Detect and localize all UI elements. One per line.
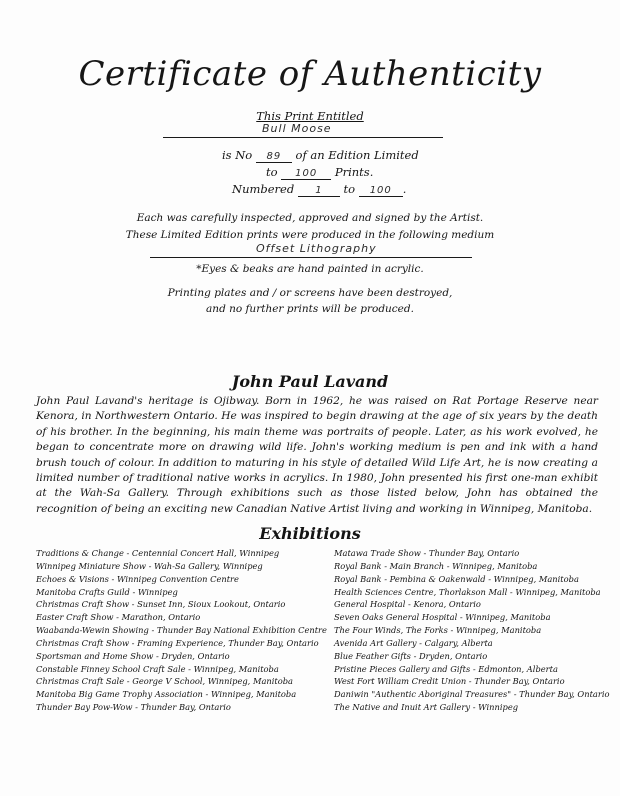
exhibition-item: Manitoba Big Game Trophy Association - Winnipeg, Manitoba: [36, 689, 297, 700]
exhibitions-left-column: [36, 547, 327, 714]
exhibition-item: Christmas Craft Sale - George V School, Winnipeg, Manitoba: [36, 676, 293, 687]
exhibition-item: Matawa Trade Show - Thunder Bay, Ontario: [334, 548, 520, 558]
exhibition-item: Traditions & Change - Centennial Concert Hall, Winnipeg: [36, 548, 280, 558]
numbered-to-value: 100: [359, 186, 403, 197]
exhibition-item: Health Sciences Centre, Thorlakson Mall - Winnipeg, Manitoba: [334, 586, 601, 597]
print-entitled-label: This Print Entitled: [256, 109, 364, 123]
plates-destroyed-line-1: Printing plates and / or screens have been destroyed,: [167, 287, 453, 299]
exhibition-item: Constable Finney School Craft Sale - Winnipeg, Manitoba: [36, 663, 279, 674]
medium-statement: These Limited Edition prints were produced in the following medium: [125, 229, 495, 241]
exhibition-item: Daniwin "Authentic Aboriginal Treasures" - Thunder Bay, Ontario: [334, 689, 610, 700]
artist-name-heading: John Paul Lavand: [231, 372, 389, 391]
exhibition-item: Sportsman and Home Show - Dryden, Ontario: [36, 650, 230, 661]
exhibition-item: General Hospital - Kenora, Ontario: [334, 599, 481, 610]
numbered-to-label: to: [343, 182, 356, 196]
hand-painted-note: *Eyes & beaks are hand painted in acrylic.: [196, 263, 424, 275]
exhibition-item: Royal Bank - Main Branch - Winnipeg, Manitoba: [334, 560, 538, 571]
edition-number-line: [222, 148, 419, 163]
exhibitions-right-column: [334, 547, 609, 714]
numbered-period: .: [402, 182, 407, 196]
is-no-label: is No: [222, 148, 253, 162]
exhibition-item: Winnipeg Miniature Show - Wah-Sa Gallery, Winnipeg: [36, 560, 263, 571]
exhibition-item: Royal Bank - Pembina & Oakenwald - Winnipeg, Manitoba: [334, 573, 579, 584]
medium-value-handwritten: Offset Lithography: [256, 242, 377, 255]
exhibition-item: Blue Feather Gifts - Dryden, Ontario: [334, 650, 488, 661]
to-label: to: [266, 165, 278, 179]
exhibition-item: Avenida Art Gallery - Calgary, Alberta: [334, 637, 493, 648]
edition-size-value: 100: [281, 169, 331, 180]
medium-rule: [150, 257, 472, 258]
exhibition-item: West Fort William Credit Union - Thunder Bay, Ontario: [334, 676, 565, 687]
exhibitions-heading: Exhibitions: [259, 524, 361, 543]
plates-destroyed-line-2: and no further prints will be produced.: [206, 303, 414, 315]
exhibition-item: The Four Winds, The Forks - Winnipeg, Manitoba: [334, 625, 542, 636]
edition-number-value: 89: [256, 152, 292, 163]
title-rule: [163, 137, 443, 138]
certificate-title: Certificate of Authenticity: [78, 54, 542, 94]
exhibition-item: Waabanda-Wewin Showing - Thunder Bay National Exhibition Centre: [36, 625, 327, 636]
numbered-label: Numbered: [232, 182, 295, 196]
exhibition-item: The Native and Inuit Art Gallery - Winnipeg: [334, 702, 519, 713]
exhibition-item: Manitoba Crafts Guild - Winnipeg: [36, 586, 178, 597]
exhibition-item: Christmas Craft Show - Framing Experience, Thunder Bay, Ontario: [36, 637, 319, 648]
print-title-handwritten: Bull Moose: [262, 122, 332, 135]
edition-size-line: [266, 165, 373, 180]
prints-label: Prints.: [334, 165, 374, 179]
artist-biography: John Paul Lavand's heritage is Ojibway. Born in 1962, he was raised on Rat Portage Reserve near Kenora, in Northwestern Ontario. He was inspired to begin drawing at the age of six years by the death of his brother. In the beginning, his main theme was portraits of people. Later, as his work evolved, he began to concentrate more on drawing wild life. John's working medium is pen and ink with a hand brush touch of colour. In addition to maturing in his style of detailed Wild Life Art, he is now creating a limited number of traditional native works in acrylics. In 1980, John presented his first one-man exhibit at the Wah-Sa Gallery. Through exhibitions such as those listed below, John has obtained the recognition of being an exciting new Canadian Native Artist living and working in Winnipeg, Manitoba.: [36, 395, 598, 515]
exhibition-item: Christmas Craft Show - Sunset Inn, Sioux Lookout, Ontario: [36, 599, 286, 610]
edition-limited-label: of an Edition Limited: [295, 148, 419, 162]
numbered-line: [232, 182, 406, 197]
exhibition-item: Pristine Pieces Gallery and Gifts - Edmonton, Alberta: [334, 663, 558, 674]
exhibition-item: Thunder Bay Pow-Wow - Thunder Bay, Ontario: [36, 702, 231, 713]
inspected-statement: Each was carefully inspected, approved and signed by the Artist.: [136, 212, 484, 224]
exhibition-item: Easter Craft Show - Marathon, Ontario: [36, 612, 201, 623]
exhibition-item: Seven Oaks General Hospital - Winnipeg, Manitoba: [334, 612, 551, 623]
exhibition-item: Echoes & Visions - Winnipeg Convention Centre: [36, 573, 239, 584]
numbered-from-value: 1: [298, 186, 340, 197]
